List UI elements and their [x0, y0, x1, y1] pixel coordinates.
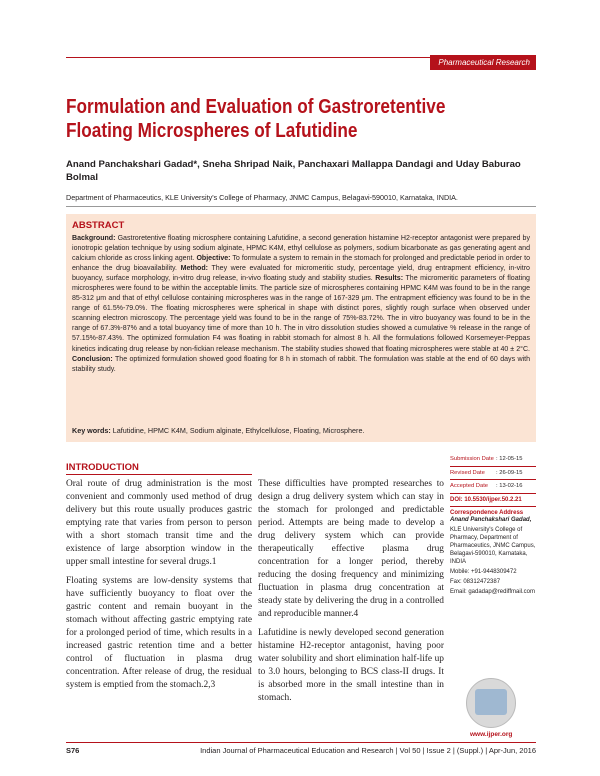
authors: Anand Panchakshari Gadad*, Sneha Shripad Naik, Panchaxari Mallappa Dandagi and Uday Baburao Bolmal [66, 159, 521, 183]
journal-footer: Indian Journal of Pharmaceutical Education and Research | Vol 50 | Issue 2 | (Suppl.) | Apr-Jun, 2016 [200, 746, 536, 755]
article-info-sidebar [450, 455, 536, 596]
keywords [72, 426, 530, 436]
keywords-label: Key words: [72, 426, 111, 435]
footer-rule [66, 742, 536, 743]
paragraph: Floating systems are low-density systems that have sufficiently buoyancy to float over the gastric content and remain buoyant in the stomach without affecting gastric emptying rate for a prolonged period of time, which results in a increased gastric retention time and a better control of fluctuation in plasma drug concentration. After release of drug, the residual system is emptied from the stomach.2,3 [66, 576, 252, 690]
journal-logo-icon [466, 678, 516, 728]
website-link[interactable]: www.ijper.org [470, 731, 513, 738]
doi[interactable]: DOI: 10.5530/ijper.50.2.21 [450, 496, 522, 503]
page-number: S76 [66, 746, 80, 755]
abstract-heading: ABSTRACT [72, 220, 125, 231]
paragraph: These difficulties have prompted researches to design a drug delivery system which can stay in the stomach for prolonged and predictable period. Attempts are being made to develop a drug delivery system which can provide therapeutically effective plasma drug concentration for a longer period, thereby reducing the dosing frequency and minimizing fluctuation in plasma drug concentration at steady state by delivering the drug in a controlled and reproducible manner.4 [258, 479, 444, 619]
conclusion-label: Conclusion: [72, 355, 113, 363]
results-text: The micromeritic parameters of floating microspheres were found to be within the acceptable limits. The particle size of microspheres containing HPMC K4M was found to be in the range 85-312 μm and that of ethyl cellulose containing microspheres was in the range of 167-329 μm. The entrapment efficiency was found to be in the range of 61.5%-79.0%. The floating microspheres were spherical in shape with distinct pores, slightly rough surface when observed under scanning electron microscopy. The percentage yield was found to be in the range of 75%-83.72%. The in vitro buoyancy was found to be in the range of 67.3%-87% and a total buoyancy time of more than 10 h. The in vitro dissolution studies showed a cumulative % release in the range of 57.15%-87.43%. The optimized formulation F4 was floating in rabbit stomach for almost 8 h. All the formulations followed Korsemeyer-Peppas kinetics indicating drug release by non-fickian release mechanism. The stability studies showed that floating microspheres were stable at 40 ± 2°C. [72, 275, 530, 353]
submission-date: Submission Date : 12-05-15 [450, 456, 523, 462]
body-column-1 [66, 478, 252, 698]
introduction-heading: INTRODUCTION [66, 462, 139, 473]
background-text: Gastroretentive floating microsphere containing Lafutidine, a second generation histamine H2-receptor antagonist were prepared by ionotropic gelation technique by using sodium alginate, HPMC K4M, ethyl cellulose as polymers, sodium bicarbonate as gas generating agent and calcium chloride as cross linking agent. [72, 235, 530, 263]
accepted-date: Accepted Date : 13-02-16 [450, 483, 523, 489]
results-label: Results: [375, 275, 404, 283]
background-label: Background: [72, 235, 116, 242]
divider [66, 206, 536, 207]
correspondence-address: KLE University's College of Pharmacy, Department of Pharmaceutics, JNMC Campus, Belagavi-590010, Karnataka, INDIA [450, 526, 536, 565]
conclusion-text: The optimized formulation showed good floating for 8 h in stomach of rabbit. The formulation was stable at the end of 60 days with stability study. [72, 355, 530, 373]
intro-rule [66, 474, 252, 475]
abstract-text [72, 234, 530, 375]
correspondence-heading: Correspondence Address [450, 509, 524, 516]
method-text: They were evaluated for micromeritic study, percentage yield, drug entrapment efficiency, in-vitro buoyancy, surface morphology, in-vitro drug release, in-vivo floating study and stability studies. [72, 265, 530, 283]
article-title: Formulation and Evaluation of Gastroretentive Floating Microspheres of Lafutidine [66, 96, 446, 142]
body-column-2 [258, 478, 444, 711]
keywords-text: Lafutidine, HPMC K4M, Sodium alginate, Ethylcellulose, Floating, Microsphere. [112, 426, 365, 435]
revised-date: Revised Date : 26-09-15 [450, 469, 523, 476]
affiliation: Department of Pharmaceutics, KLE University's College of Pharmacy, JNMC Campus, Belagavi-590010, Karnataka, INDIA. [66, 193, 458, 202]
mobile: Mobile: +91-9448309472 [450, 568, 517, 575]
paragraph: Lafutidine is newly developed second generation histamine H2-receptor antagonist, having poor water solubility and short elimination half-life up to 3.0 hours, belonging to BCS class-II drugs. It is absorbed more in the small intestine than in stomach. [258, 628, 444, 703]
correspondence-name: Anand Panchakshari Gadad, [450, 516, 532, 523]
objective-label: Objective: [196, 255, 231, 263]
objective-text: To formulate a system to remain in the stomach for prolonged and predictable period in order to enhance the drug bioavailability. [72, 255, 530, 273]
section-tag: Pharmaceutical Research [430, 55, 536, 70]
email[interactable]: Email: gadadap@rediffmail.com [450, 588, 536, 595]
method-label: Method: [180, 265, 208, 273]
paragraph: Oral route of drug administration is the most convenient and commonly used method of drug delivery but this route usually produces gastric emptying rate that varies from person to person with a short stomach transit time and the existence of large absorption window in the upper small intestine for several drugs.1 [66, 479, 252, 567]
fax: Fax: 08312472387 [450, 578, 501, 585]
